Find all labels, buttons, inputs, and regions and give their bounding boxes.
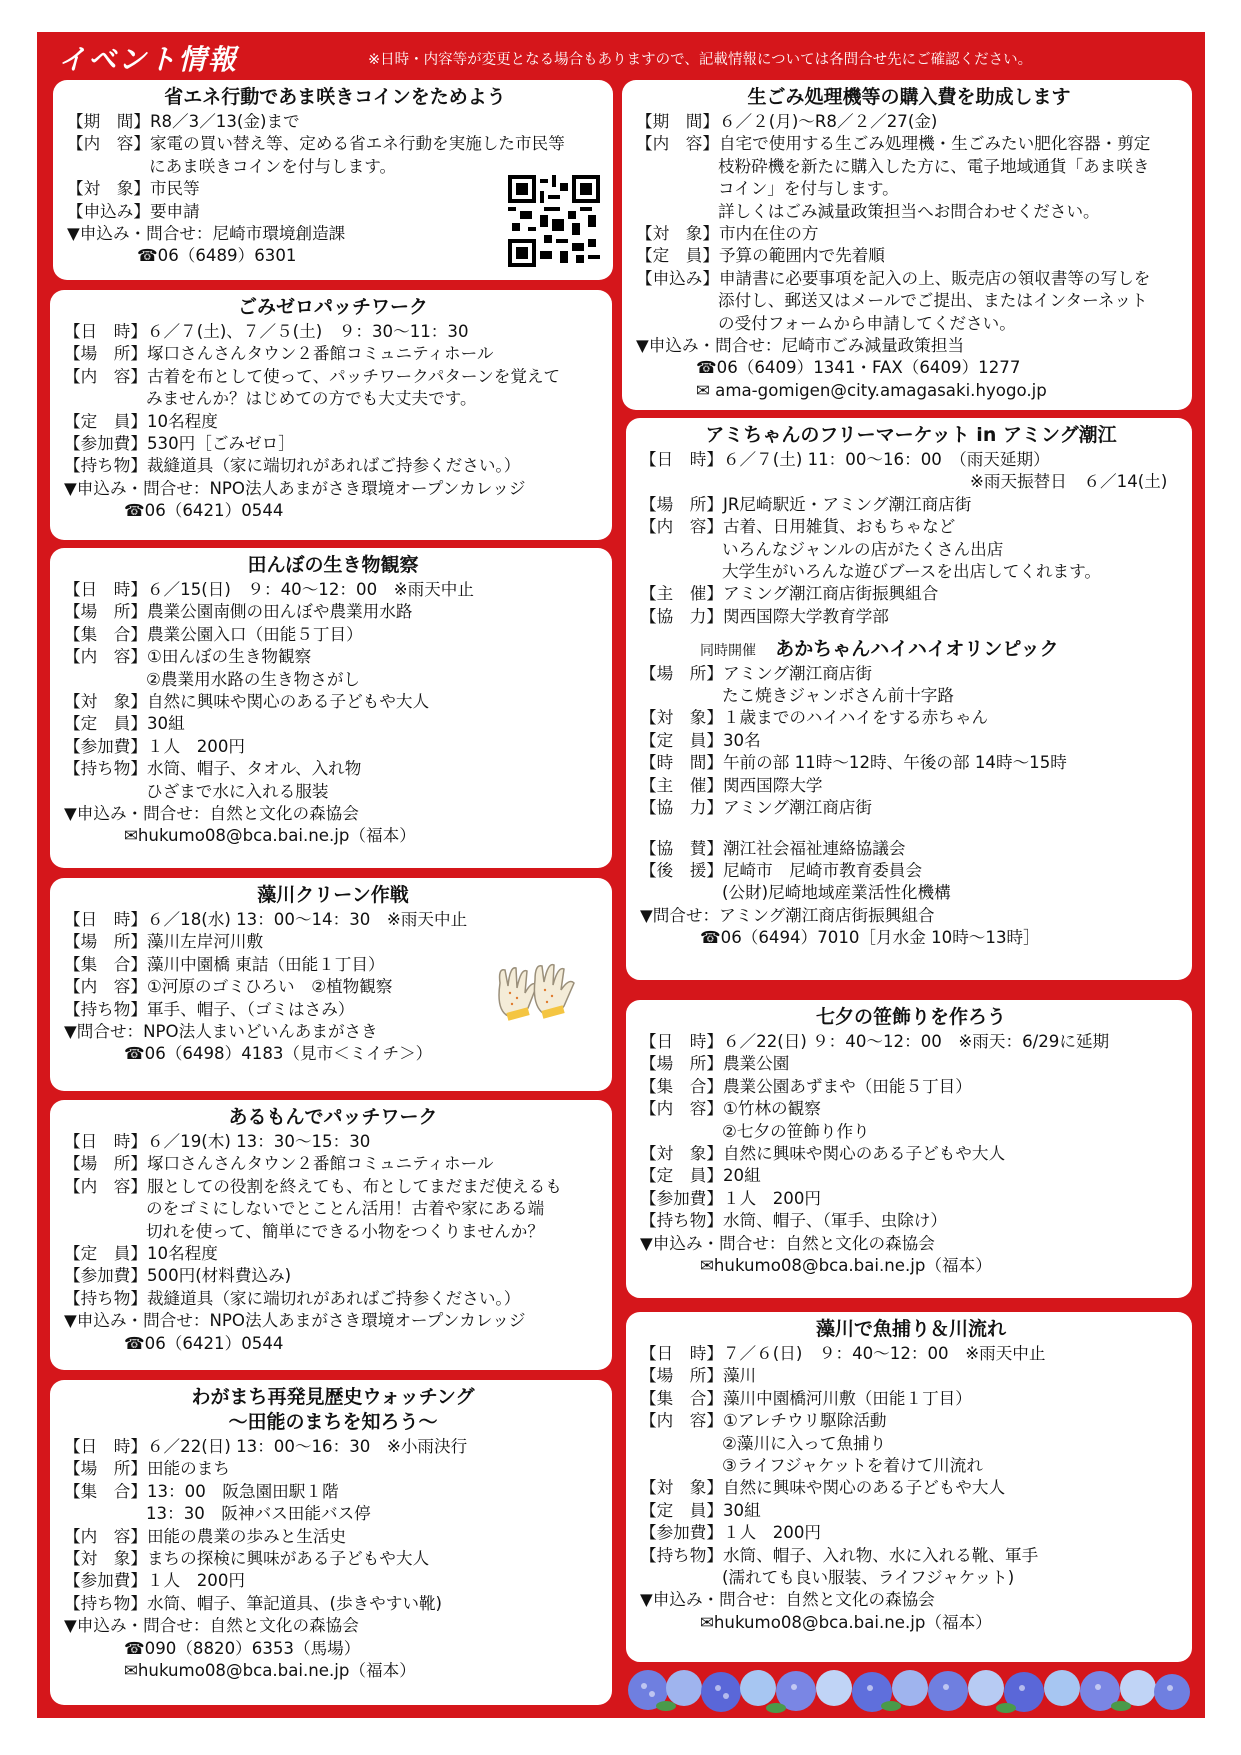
event-line: 添付し、郵送又はメールでご提出、またはインターネット <box>718 291 1148 311</box>
event-line: 【申込み】要申請 <box>67 201 200 221</box>
email-address[interactable]: ✉ ama-gomigen@city.amagasaki.hyogo.jp <box>696 380 1047 400</box>
email-address[interactable]: ✉hukumo08@bca.bai.ne.jp（福本） <box>700 1612 992 1632</box>
event-line: 【定 員】10名程度 <box>64 411 218 431</box>
event-line: 【日 時】７／６(日) ９：40～12：00 ※雨天中止 <box>640 1344 1046 1363</box>
event-line: にあま咲きコインを付与します。 <box>149 156 397 176</box>
event-line: 【集 合】藻川中園橋 東詰（田能１丁目） <box>64 954 385 974</box>
event-subtitle: ～田能のまちを知ろう～ <box>228 1411 438 1433</box>
event-line: 【申込み】申請書に必要事項を記入の上、販売店の領収書等の写しを <box>636 268 1151 288</box>
event-line: ▼申込み・問合せ：自然と文化の森協会 <box>64 1616 359 1636</box>
event-title: 省エネ行動であま咲きコインをためよう <box>164 86 506 108</box>
event-line: 【内 容】①アレチウリ駆除活動 <box>640 1411 887 1431</box>
event-clean <box>50 878 612 1091</box>
event-line: 【内 容】古着、日用雑貨、おもちゃなど <box>640 517 956 537</box>
event-line: ▼問合せ：アミング潮江商店街振興組合 <box>640 905 935 925</box>
event-line: 【場 所】JR尼崎駅近・アミング潮江商店街 <box>640 494 972 514</box>
event-title: わがまち再発見歴史ウォッチング <box>191 1386 475 1408</box>
event-coin <box>53 80 613 280</box>
event-patch1 <box>50 290 612 540</box>
sub-event-title: あかちゃんハイハイオリンピック <box>775 638 1059 661</box>
event-title: 七夕の笹飾りを作ろう <box>815 1006 1006 1028</box>
event-line: ▼申込み・問合せ：尼崎市ごみ減量政策担当 <box>636 336 965 356</box>
event-line: ②農業用水路の生き物さがし <box>146 669 361 689</box>
event-line: ▼申込み・問合せ：自然と文化の森協会 <box>640 1590 935 1610</box>
event-line: 【定 員】予算の範囲内で先着順 <box>636 246 885 266</box>
event-line: いろんなジャンルの店がたくさん出店 <box>722 539 1004 559</box>
qr-code-icon[interactable] <box>508 175 600 267</box>
event-line: コイン」を付与します。 <box>718 179 899 199</box>
event-line: 【持ち物】水筒、帽子、（軍手、虫除け） <box>640 1211 947 1231</box>
event-line: 【主 催】関西国際大学 <box>640 775 823 795</box>
event-line: ▼申込み・問合せ：NPO法人あまがさき環境オープンカレッジ <box>64 1311 526 1331</box>
event-line: 【協 力】アミング潮江商店街 <box>640 798 872 818</box>
event-market <box>626 418 1192 980</box>
event-line: 【日 時】６／７(土) 11：00～16：00 （雨天延期） <box>640 450 1050 469</box>
event-line: 【日 時】６／19(木) 13：30～15：30 <box>64 1132 371 1151</box>
event-line: (公財)尼崎地域産業活性化機構 <box>722 883 951 903</box>
event-line: 【時 間】午前の部 11時～12時、午後の部 14時～15時 <box>640 753 1067 773</box>
event-line: 【内 容】古着を布として使って、パッチワークパターンを覚えて <box>64 366 561 386</box>
header-note: ※日時・内容等が変更となる場合もありますので、記載情報については各問合せ先にご確認ください。 <box>368 52 1033 68</box>
event-line: 【参加費】500円(材料費込み) <box>64 1266 292 1286</box>
event-line: 【内 容】服としての役割を終えても、布としてまだまだ使えるも <box>64 1176 562 1196</box>
event-line: 【対 象】市民等 <box>67 179 200 199</box>
phone-number: ☎06（6409）1341・FAX（6409）1277 <box>696 358 1021 378</box>
phone-number: ☎06（6489）6301 <box>137 246 297 266</box>
event-line: 【場 所】農業公園 <box>640 1054 790 1074</box>
email-address[interactable]: ✉hukumo08@bca.bai.ne.jp（福本） <box>124 1661 416 1681</box>
event-line: 【持ち物】水筒、帽子、タオル、入れ物 <box>64 759 362 779</box>
event-garbage <box>622 80 1192 410</box>
event-line: 【対 象】市内在住の方 <box>636 224 819 244</box>
event-line: 【協 力】関西国際大学教育学部 <box>640 606 889 626</box>
event-line: 【日 時】６／７(土)、７／５(土) ９：30～11：30 <box>64 322 469 341</box>
event-line: 切れを使って、簡単にできる小物をつくりませんか？ <box>146 1221 544 1241</box>
event-line: ▼申込み・問合せ：自然と文化の森協会 <box>640 1233 935 1253</box>
event-line: 【対 象】まちの探検に興味がある子どもや大人 <box>64 1549 430 1569</box>
event-line: 枝粉砕機を新たに購入した方に、電子地域通貨「あま咲き <box>718 156 1150 176</box>
event-title: 藻川で魚捕り＆川流れ <box>815 1318 1006 1340</box>
event-tanbo <box>50 548 612 868</box>
event-line: 【内 容】田能の農業の歩みと生活史 <box>64 1526 347 1546</box>
event-line: 13：30 阪神バス田能バス停 <box>146 1504 371 1524</box>
event-line: 【持ち物】裁縫道具（家に端切れがあればご持参ください。） <box>64 456 521 476</box>
event-line: 【持ち物】水筒、帽子、筆記道具、(歩きやすい靴) <box>64 1593 443 1613</box>
event-line: 【場 所】アミング潮江商店街 <box>640 663 872 683</box>
phone-number: ☎06（6498）4183（見市＜ミイチ＞） <box>124 1044 433 1064</box>
event-line: 【対 象】自然に興味や関心のある子どもや大人 <box>640 1478 1006 1498</box>
gloves-icon <box>490 958 585 1028</box>
event-line: 【場 所】農業公園南側の田んぼや農業用水路 <box>64 602 413 622</box>
event-line: 【持ち物】水筒、帽子、入れ物、水に入れる靴、軍手 <box>640 1545 1039 1565</box>
event-line: 【定 員】30名 <box>640 730 761 750</box>
event-line: 【参加費】１人 200円 <box>640 1523 822 1543</box>
event-line: 【場 所】塚口さんさんタウン２番館コミュニティホール <box>64 1154 494 1174</box>
phone-number: ☎06（6421）0544 <box>124 501 284 521</box>
event-line: 【参加費】530円［ごみゼロ］ <box>64 434 295 454</box>
event-line: 【持ち物】裁縫道具（家に端切れがあればご持参ください。） <box>64 1288 521 1308</box>
event-line: 【集 合】農業公園あずまや（田能５丁目） <box>640 1076 972 1096</box>
event-line: ②七夕の笹飾り作り <box>722 1121 870 1141</box>
event-title: アミちゃんのフリーマーケット in アミング潮江 <box>705 424 1117 446</box>
event-line: 【参加費】１人 200円 <box>64 736 246 756</box>
event-line: ▼申込み・問合せ：自然と文化の森協会 <box>64 804 359 824</box>
event-line: 大学生がいろんな遊びブースを出店してくれます。 <box>722 562 1101 582</box>
event-title: 生ごみ処理機等の購入費を助成します <box>747 86 1071 108</box>
event-line: 【内 容】①河原のゴミひろい ②植物観察 <box>64 977 393 997</box>
event-line: (濡れても良い服装、ライフジャケット) <box>722 1568 1015 1588</box>
email-address[interactable]: ✉hukumo08@bca.bai.ne.jp（福本） <box>700 1256 992 1276</box>
event-title: 田んぼの生き物観察 <box>247 554 419 576</box>
event-line: 【後 援】尼崎市 尼崎市教育委員会 <box>640 860 923 880</box>
event-line: 【場 所】田能のまち <box>64 1459 230 1479</box>
event-line: 【内 容】自宅で使用する生ごみ処理機・生ごみたい肥化容器・剪定 <box>636 134 1151 154</box>
event-line: 【集 合】藻川中園橋河川敷（田能１丁目） <box>640 1388 972 1408</box>
event-line: 【対 象】自然に興味や関心のある子どもや大人 <box>640 1144 1006 1164</box>
event-line: 【内 容】①竹林の観察 <box>640 1099 821 1119</box>
event-patch2 <box>50 1100 612 1370</box>
event-line: 【持ち物】軍手、帽子、（ゴミはさみ） <box>64 999 355 1019</box>
event-line: ▼問合せ：NPO法人まいどいんあまがさき <box>64 1022 378 1042</box>
event-line: 【日 時】６／18(水) 13：00～14：30 ※雨天中止 <box>64 910 468 929</box>
sub-event-heading <box>640 638 1182 662</box>
phone-number: ☎06（6421）0544 <box>124 1333 284 1353</box>
event-line: 【集 合】農業公園入口（田能５丁目） <box>64 624 363 644</box>
event-fish <box>626 1312 1192 1662</box>
event-line: 【主 催】アミング潮江商店街振興組合 <box>640 584 939 604</box>
event-line: の受付フォームから申請してください。 <box>718 313 1016 333</box>
event-line: ③ライフジャケットを着けて川流れ <box>722 1456 983 1476</box>
event-line: たこ焼きジャンボさん前十字路 <box>722 686 954 706</box>
phone-number: ☎090（8820）6353（馬場） <box>124 1638 361 1658</box>
event-line: 【対 象】自然に興味や関心のある子どもや大人 <box>64 692 430 712</box>
event-line: 【内 容】家電の買い替え等、定める省エネ行動を実施した市民等 <box>67 134 565 154</box>
event-line: のをゴミにしないでとことん活用！古着や家にある端 <box>146 1199 545 1219</box>
event-history <box>50 1380 612 1705</box>
event-line: 【場 所】藻川 <box>640 1366 757 1386</box>
event-line: ②藻川に入って魚捕り <box>722 1433 887 1453</box>
event-line: 【場 所】藻川左岸河川敷 <box>64 932 264 952</box>
event-line: 【定 員】10名程度 <box>64 1244 218 1264</box>
event-line: 【定 員】30組 <box>64 714 185 734</box>
hydrangea-decoration-icon <box>626 1666 1192 1714</box>
event-line: 【日 時】６／22(日) 13：00～16：30 ※小雨決行 <box>64 1437 468 1456</box>
event-title: あるもんでパッチワーク <box>228 1106 438 1128</box>
event-line: 【期 間】R8／3／13(金)まで <box>67 112 300 131</box>
event-title: 藻川クリーン作戦 <box>257 884 409 906</box>
event-line: ※雨天振替日 ６／14(土) <box>970 472 1168 492</box>
event-line: 【日 時】６／15(日) ９：40～12：00 ※雨天中止 <box>64 580 474 599</box>
event-line: 【参加費】１人 200円 <box>64 1571 246 1591</box>
phone-number: ☎06（6494）7010［月水金 10時～13時］ <box>700 928 1040 948</box>
event-line: 【対 象】１歳までのハイハイをする赤ちゃん <box>640 708 989 728</box>
event-tanabata <box>626 1000 1192 1298</box>
event-line: 【期 間】６／２(月)～R8／２／27(金) <box>636 112 938 131</box>
event-line: ▼申込み・問合せ：尼崎市環境創造課 <box>67 224 346 244</box>
event-line: みませんか？はじめての方でも大丈夫です。 <box>146 389 477 409</box>
page-title: イベント情報 <box>58 43 239 76</box>
event-line: 【参加費】１人 200円 <box>640 1188 822 1208</box>
event-line: 【定 員】30組 <box>640 1500 761 1520</box>
sub-event-prefix: 同時開催 <box>700 643 756 660</box>
event-line: 【協 賛】潮江社会福祉連絡協議会 <box>640 838 906 858</box>
event-line: ひざまで水に入れる服装 <box>146 781 329 801</box>
email-address[interactable]: ✉hukumo08@bca.bai.ne.jp（福本） <box>124 826 416 846</box>
event-line: 詳しくはごみ減量政策担当へお問合わせください。 <box>718 201 1100 221</box>
event-line: 【定 員】20組 <box>640 1166 761 1186</box>
event-line: ▼申込み・問合せ：NPO法人あまがさき環境オープンカレッジ <box>64 478 526 498</box>
event-line: 【内 容】①田んぼの生き物観察 <box>64 647 312 667</box>
event-line: 【場 所】塚口さんさんタウン２番館コミュニティホール <box>64 344 494 364</box>
event-line: 【集 合】13：00 阪急園田駅１階 <box>64 1481 339 1501</box>
event-line: 【日 時】６／22(日) ９：40～12：00 ※雨天：6/29に延期 <box>640 1032 1110 1051</box>
event-title: ごみゼロパッチワーク <box>237 296 428 318</box>
